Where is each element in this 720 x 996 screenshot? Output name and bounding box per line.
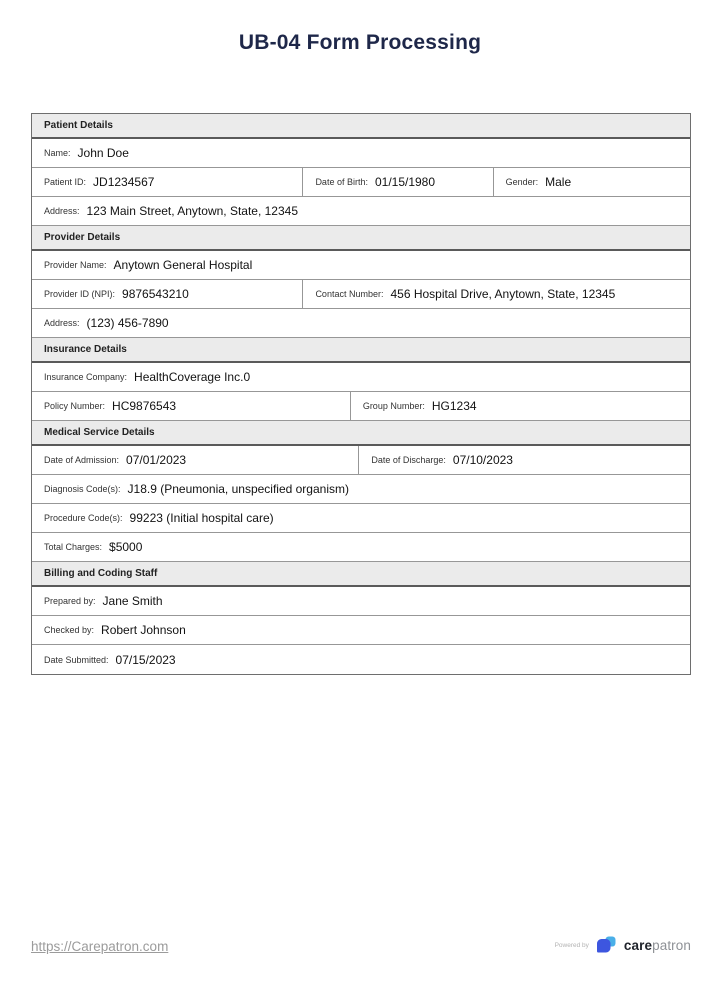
field-label: Prepared by:	[44, 596, 96, 606]
row-prepared-by	[32, 587, 690, 616]
field-value: HG1234	[431, 399, 477, 413]
field-label: Checked by:	[44, 625, 95, 635]
row-patient-name	[32, 139, 690, 168]
field-prepared-by	[32, 587, 690, 615]
field-value: $5000	[109, 540, 143, 554]
field-label: Contact Number:	[315, 289, 384, 299]
row-procedure-codes	[32, 504, 690, 533]
field-label: Date of Discharge:	[371, 455, 446, 465]
brand-patron: patron	[652, 938, 691, 953]
row-checked-by	[32, 616, 690, 645]
carepatron-footer-link[interactable]: https://Carepatron.com	[31, 939, 169, 954]
field-provider-name	[32, 251, 690, 279]
row-diagnosis-codes	[32, 475, 690, 504]
field-value: (123) 456-7890	[86, 316, 169, 330]
field-label: Policy Number:	[44, 401, 106, 411]
field-gender	[493, 168, 690, 196]
field-label: Address:	[44, 318, 80, 328]
field-diagnosis-codes	[32, 475, 690, 503]
field-patient-id	[32, 168, 302, 196]
field-policy-number	[32, 392, 350, 420]
carepatron-wordmark	[624, 938, 691, 953]
field-label: Patient ID:	[44, 177, 87, 187]
row-policy-group	[32, 392, 690, 421]
field-label: Gender:	[505, 177, 539, 187]
field-value: Robert Johnson	[101, 623, 186, 637]
field-label: Group Number:	[362, 401, 425, 411]
field-label: Date of Birth:	[315, 177, 368, 187]
field-value: John Doe	[77, 146, 129, 160]
field-insurance-company	[32, 363, 690, 391]
section-header-patient-details	[32, 114, 690, 139]
row-provider-address	[32, 309, 690, 338]
field-value: Anytown General Hospital	[113, 258, 253, 272]
field-patient-name	[32, 139, 690, 167]
field-patient-address	[32, 197, 690, 225]
field-date-submitted	[32, 645, 690, 674]
row-provider-id-contact	[32, 280, 690, 309]
powered-by-label: Powered by	[554, 942, 589, 949]
field-value: 01/15/1980	[374, 175, 436, 189]
field-procedure-codes	[32, 504, 690, 532]
field-value: 07/01/2023	[126, 453, 187, 467]
section-header-provider-details	[32, 226, 690, 251]
field-label: Provider ID (NPI):	[44, 289, 116, 299]
row-total-charges	[32, 533, 690, 562]
field-label: Diagnosis Code(s):	[44, 484, 121, 494]
row-provider-name	[32, 251, 690, 280]
field-value: Male	[545, 175, 572, 189]
field-date-of-admission	[32, 446, 358, 474]
field-label: Date of Admission:	[44, 455, 120, 465]
brand-care: care	[623, 938, 653, 953]
field-value: HealthCoverage Inc.0	[134, 370, 251, 384]
row-date-submitted	[32, 645, 690, 674]
section-title: Billing and Coding Staff	[44, 568, 158, 579]
field-label: Provider Name:	[44, 260, 107, 270]
field-total-charges	[32, 533, 690, 561]
section-title: Insurance Details	[44, 344, 127, 355]
field-date-of-birth	[302, 168, 492, 196]
row-insurance-company	[32, 363, 690, 392]
section-header-medical-service-details	[32, 421, 690, 446]
field-date-of-discharge	[358, 446, 690, 474]
field-checked-by	[32, 616, 690, 644]
field-value: 456 Hospital Drive, Anytown, State, 12345	[390, 287, 616, 301]
row-patient-address	[32, 197, 690, 226]
field-provider-npi	[32, 280, 302, 308]
field-label: Procedure Code(s):	[44, 513, 123, 523]
section-title: Medical Service Details	[44, 427, 155, 438]
row-admission-discharge	[32, 446, 690, 475]
field-value: 07/15/2023	[115, 652, 176, 667]
section-header-insurance-details	[32, 338, 690, 363]
powered-by-badge	[555, 936, 691, 955]
section-title: Provider Details	[44, 232, 121, 243]
field-value: Jane Smith	[102, 594, 163, 608]
field-value: JD1234567	[93, 175, 155, 189]
page-title: UB-04 Form Processing	[238, 31, 482, 54]
carepatron-logo-icon	[596, 936, 617, 955]
field-contact-number	[302, 280, 690, 308]
field-provider-address	[32, 309, 690, 337]
field-label: Insurance Company:	[44, 372, 128, 382]
field-label: Total Charges:	[44, 542, 103, 552]
field-label: Date Submitted:	[44, 654, 109, 665]
section-title: Patient Details	[44, 120, 113, 131]
field-value: J18.9 (Pneumonia, unspecified organism)	[127, 482, 349, 496]
row-patient-id-dob-gender	[32, 168, 690, 197]
field-value: 123 Main Street, Anytown, State, 12345	[86, 204, 299, 218]
field-value: HC9876543	[112, 399, 177, 413]
field-label: Address:	[44, 206, 80, 216]
field-value: 07/10/2023	[452, 453, 513, 467]
field-label: Name:	[44, 148, 71, 158]
field-value: 99223 (Initial hospital care)	[129, 511, 274, 525]
ub04-form-table	[31, 113, 691, 675]
field-group-number	[350, 392, 690, 420]
section-header-billing-staff	[32, 562, 690, 587]
field-value: 9876543210	[122, 287, 189, 301]
